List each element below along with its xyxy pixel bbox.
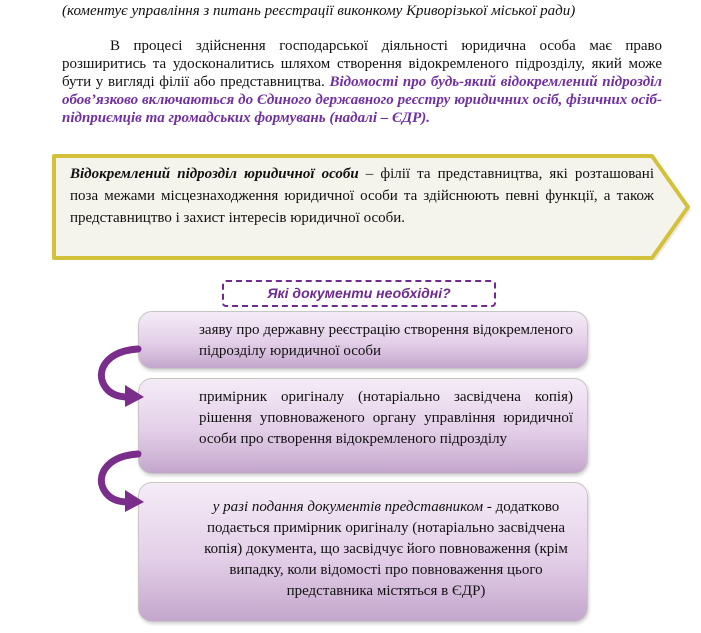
doc-item-text: заяву про державну реєстрацію створення відокремленого підрозділу юридичної особи xyxy=(199,322,573,359)
definition-body: – філії та представництва, які розташовані поза межами місцезнаходження юридичної особи та здійснюють певні функції, а також представництво і захист інтересів юридичної особи. xyxy=(70,166,654,226)
intro-text: В процесі здійснення господарської діяльності юридична особа має право розширитись та удосконалитись шляхом створення відокремленого підрозділу, який може бути у вигляді філії або представництва. xyxy=(62,38,662,90)
page-subtitle: (коментує управління з питань реєстрації виконкому Криворізької міської ради) xyxy=(62,3,576,19)
doc-item-1 xyxy=(138,311,588,369)
doc-item-lead: у разі подання документів представником xyxy=(212,499,484,515)
curved-arrow-icon xyxy=(92,345,152,407)
doc-item-3 xyxy=(138,482,588,622)
intro-paragraph xyxy=(62,37,662,127)
doc-item-2 xyxy=(138,378,588,474)
doc-item-text: - додатково подається примірник оригіналу (нотаріально засвідчена копія) документа, що засвідчує його повноваження (крім випадку, коли відомості про повноваження цього представника містяться в ЄДР) xyxy=(204,499,568,599)
curved-arrow-icon xyxy=(92,450,152,512)
docs-heading: Які документи необхідні? xyxy=(222,280,496,307)
definition-arrow xyxy=(52,154,692,260)
doc-item-text: примірник оригіналу (нотаріально засвідчена копія) рішення уповноваженого органу управління юридичної особи про створення відокремленого підрозділу xyxy=(199,389,573,447)
definition-term: Відокремлений підрозділ юридичної особи xyxy=(70,166,359,182)
definition-text xyxy=(70,163,654,229)
intro-highlight: Відомості про будь-який відокремлений підрозділ обов’язково включаються до Єдиного державного реєстру юридичних осіб, фізичних осіб-підприємців та громадських формувань (надалі – ЄДР). xyxy=(62,74,662,126)
